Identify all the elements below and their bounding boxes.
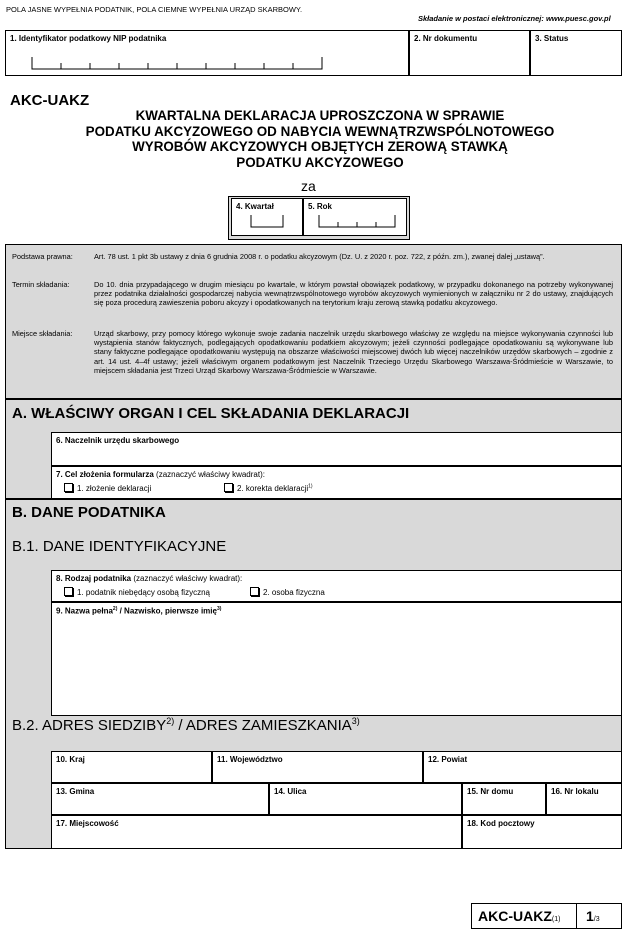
b2-title-b: / ADRES ZAMIESZKANIA [174,717,352,734]
natural-person-label: 2. osoba fizyczna [263,588,325,597]
voivodeship-field[interactable] [212,751,423,783]
option-legal-entity[interactable] [64,587,210,597]
title-line-2: PODATKU AKCYZOWEGO OD NABYCIA WEWNĄTRZWSPÓLNOTOWEGO [85,123,555,139]
b1-title: B.1. DANE IDENTYFIKACYJNE [12,538,227,555]
full-name-sup-a: 2) [112,606,118,612]
legal-basis-key: Podstawa prawna: [12,252,73,261]
b2-title [12,716,360,734]
taxpayer-type-field [51,570,622,602]
status-label: 3. Status [535,34,569,43]
place-text: Urząd skarbowy, przy pomocy którego wykonuje swoje zadania naczelnik urzędu skarbowego właściwy ze względu na miejsce wykonywania czynności lub wystąpienia stanów faktycznych, podlegających opodatkowaniu podatkiem akcyzowym; jeżeli czynności podlegające opodatkowaniu są wykonywane lub stany faktyczne podlegające opodatkowaniu występują na obszarze właściwości miejscowej dwóch lub więcej naczelników urzędów skarbowych – zgodnie z art. 14 ust. 4–4f ustawy; jeżeli właściwym organem podatkowym jest Naczelnik Trzeciego Urzędu Skarbowego Warszawa-Śródmieście w Warszawie, to miejscem składania jest Trzeci Urząd Skarbowy Warszawa-Śródmieście w Warszawie. [94,329,613,375]
legal-entity-label: 1. podatnik niebędący osobą fizyczną [77,588,210,597]
year-field[interactable] [303,198,407,236]
commune-label: 13. Gmina [56,787,95,796]
house-number-field[interactable] [462,783,546,815]
b2-sup-a: 2) [166,716,175,726]
info-block [5,244,622,399]
tax-office-label: 6. Naczelnik urzędu skarbowego [56,436,180,445]
street-label: 14. Ulica [274,787,307,796]
footer-divider [576,904,577,928]
footer-version: (1) [551,916,561,923]
city-label: 17. Miejscowość [56,819,119,828]
place-key: Miejsce składania: [12,329,73,338]
esubmit-note: Składanie w postaci elektronicznej: www.puesc.gov.pl [418,14,611,23]
full-name-label-a: 9. Nazwa pełna [56,606,113,616]
country-label: 10. Kraj [56,755,85,764]
doc-number-field [409,30,530,76]
legal-entity-checkbox[interactable] [64,587,73,596]
title-line-1: KWARTALNA DEKLARACJA UPROSZCZONA W SPRAWIE [135,108,505,123]
submission-checkbox[interactable] [64,483,73,492]
country-field[interactable] [51,751,212,783]
doc-number-label: 2. Nr dokumentu [414,34,478,43]
option-submission[interactable] [64,483,151,493]
quarter-label: 4. Kwartał [236,202,274,211]
postal-code-field[interactable] [462,815,622,849]
deadline-text: Do 10. dnia przypadającego w drugim miesiącu po kwartale, w którym powstał obowiązek podatkowy, w przypadku dokonanego na potrzeby wykonywanej przez podatnika działalności gospodarczej nabycia wewnątrzwspólnotowego wyrobów akcyzowych wymienionych w załączniku nr 2 do ustawy, znajdujących się poza procedurą zawieszenia poboru akcyzy i opodatkowanych na terytorium kraju zerową stawką podatku akcyzowego. [94,280,613,308]
b2-title-a: B.2. ADRES SIEDZIBY [12,717,167,734]
option-natural-person[interactable] [250,587,325,597]
form-code: AKC-UAKZ [10,92,90,109]
postal-code-label: 18. Kod pocztowy [467,819,535,828]
footer-code [478,908,560,924]
nip-field[interactable] [5,30,409,76]
title-line-4: PODATKU AKCYZOWEGO [236,154,404,170]
full-name-field[interactable] [51,602,622,716]
house-number-label: 15. Nr domu [467,787,514,796]
page-total: /3 [593,916,600,923]
deadline-key: Termin składania: [12,280,70,289]
full-name-label-b: / Nazwisko, pierwsze imię [117,606,217,616]
quarter-field[interactable] [231,198,303,236]
page-number [586,908,600,924]
correction-checkbox[interactable] [224,483,233,492]
legal-basis-text: Art. 78 ust. 1 pkt 3b ustawy z dnia 6 grudnia 2008 r. o podatku akcyzowym (Dz. U. z 2020 r. poz. 722, z późn. zm.), zwanej dalej „ustawą”. [94,252,545,261]
taxpayer-type-note: (zaznaczyć właściwy kwadrat): [133,574,243,583]
taxpayer-type-label: 8. Rodzaj podatnika [56,574,132,583]
nip-label: 1. Identyfikator podatkowy NIP podatnika [10,34,167,43]
page-current: 1 [586,908,594,924]
natural-person-checkbox[interactable] [250,587,259,596]
correction-footnote: 1) [308,483,313,490]
full-name-sup-b: 3) [216,606,222,612]
purpose-note: (zaznaczyć właściwy kwadrat): [156,470,265,479]
tax-office-field[interactable] [51,432,622,466]
submission-label: 1. złożenie deklaracji [77,484,152,493]
status-field [530,30,622,76]
commune-field[interactable] [51,783,269,815]
section-b-title: B. DANE PODATNIKA [12,504,166,521]
purpose-field [51,466,622,499]
year-label: 5. Rok [308,202,333,211]
top-note: POLA JASNE WYPEŁNIA PODATNIK, POLA CIEMNE WYPEŁNIA URZĄD SKARBOWY. [6,5,303,14]
year-digit-boxes [318,215,398,229]
purpose-label: 7. Cel złożenia formularza [56,470,154,479]
quarter-digit-boxes [250,215,286,229]
city-field[interactable] [51,815,462,849]
footer-box [471,903,622,929]
correction-label: 2. korekta deklaracji [237,484,309,493]
form-title [40,108,600,170]
nip-digit-boxes [31,57,331,71]
county-label: 12. Powiat [428,755,468,764]
apartment-number-label: 16. Nr lokalu [551,787,599,796]
voivodeship-label: 11. Województwo [217,755,283,764]
option-correction[interactable] [224,483,313,493]
footer-code-text: AKC-UAKZ [478,908,552,924]
section-a-title: A. WŁAŚCIWY ORGAN I CEL SKŁADANIA DEKLARACJI [12,405,410,422]
apartment-number-field[interactable] [546,783,622,815]
street-field[interactable] [269,783,462,815]
za-label: za [301,178,316,194]
b2-sup-b: 3) [351,716,360,726]
county-field[interactable] [423,751,622,783]
title-line-3: WYROBÓW AKCYZOWYCH OBJĘTYCH ZEROWĄ STAWKĄ [132,139,508,154]
